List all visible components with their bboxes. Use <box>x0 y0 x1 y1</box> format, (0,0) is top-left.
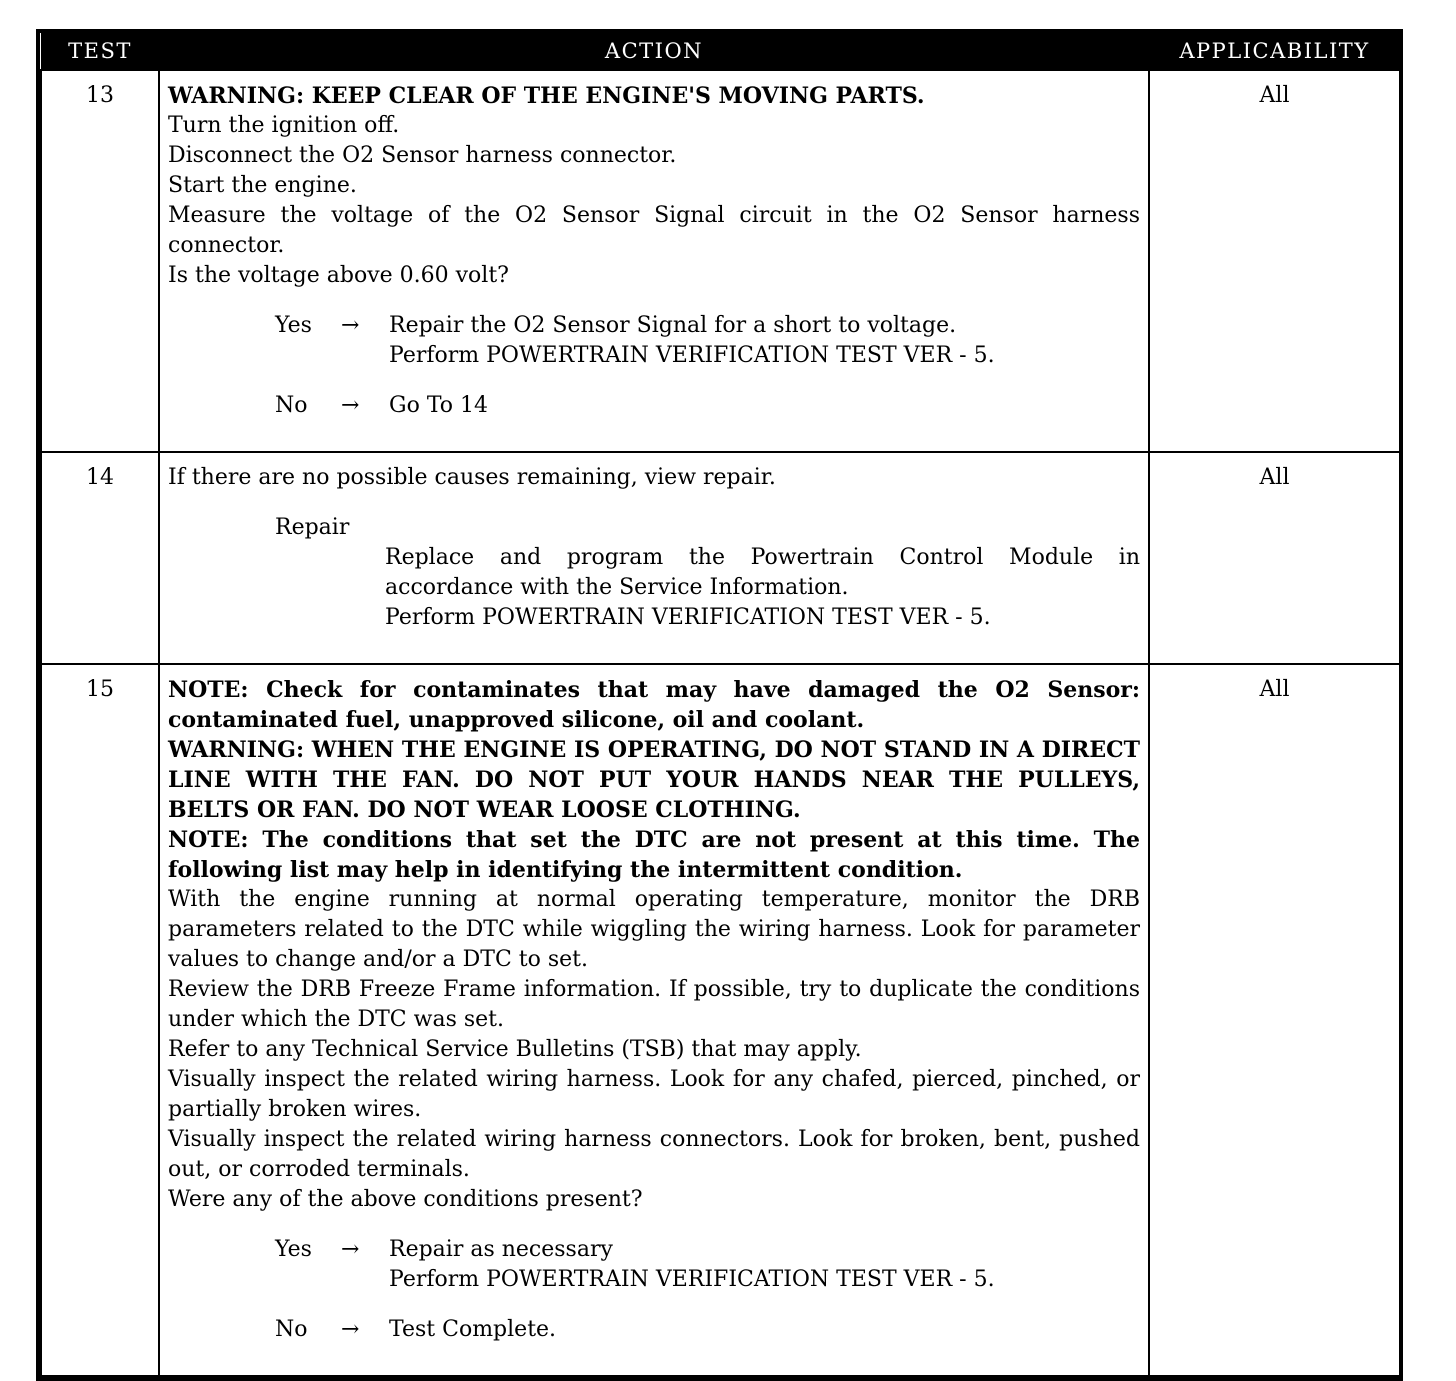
option-line: Go To 14 <box>389 393 489 418</box>
arrow-right-icon: → <box>341 313 360 338</box>
test-number: 15 <box>41 664 159 1376</box>
test-row-14 <box>41 452 1400 664</box>
applicability-value: All <box>1149 70 1400 452</box>
question-line: Were any of the above conditions present? <box>168 1187 643 1212</box>
action-cell <box>159 664 1149 1376</box>
arrow-right-icon: → <box>341 1317 360 1342</box>
action-line: If there are no possible causes remaining, view repair. <box>168 465 776 490</box>
option-no <box>168 391 1140 421</box>
option-line: Perform POWERTRAIN VERIFICATION TEST VER - 5. <box>389 343 995 368</box>
option-label: Yes <box>275 1237 312 1262</box>
option-line: Repair as necessary <box>389 1237 613 1262</box>
option-line: Perform POWERTRAIN VERIFICATION TEST VER - 5. <box>389 1267 995 1292</box>
action-line: Refer to any Technical Service Bulletins (TSB) that may apply. <box>168 1037 862 1062</box>
header-row <box>41 33 1400 70</box>
warning-text: WARNING: WHEN THE ENGINE IS OPERATING, DO NOT STAND IN A DIRECT LINE WITH THE FAN. DO NOT PUT YOUR HANDS NEAR THE PULLEYS, BELTS OR FAN. DO NOT WEAR LOOSE CLOTHING. <box>168 737 1140 823</box>
action-line: Turn the ignition off. <box>168 113 400 138</box>
option-line: Test Complete. <box>389 1317 557 1342</box>
action-line: Review the DRB Freeze Frame information. If possible, try to duplicate the conditions under which the DTC was set. <box>168 977 1140 1032</box>
note-text: NOTE: Check for contaminates that may have damaged the O2 Sensor: contaminated fuel, unapproved silicone, oil and coolant. <box>168 677 1140 733</box>
action-cell <box>159 70 1149 452</box>
repair-line: Perform POWERTRAIN VERIFICATION TEST VER - 5. <box>385 605 991 630</box>
option-no <box>168 1315 1140 1345</box>
applicability-value: All <box>1149 452 1400 664</box>
option-yes <box>168 1235 1140 1295</box>
test-number: 14 <box>41 452 159 664</box>
arrow-right-icon: → <box>341 1237 360 1262</box>
action-line: Visually inspect the related wiring harness. Look for any chafed, pierced, pinched, or partially broken wires. <box>168 1067 1140 1122</box>
action-line: Start the engine. <box>168 173 357 198</box>
test-row-15 <box>41 664 1400 1376</box>
option-label: No <box>275 393 308 418</box>
diagnostic-test-table <box>36 29 1403 1381</box>
option-yes <box>168 311 1140 371</box>
question-line: Is the voltage above 0.60 volt? <box>168 263 509 288</box>
applicability-value: All <box>1149 664 1400 1376</box>
option-label: Yes <box>275 313 312 338</box>
header-test: TEST <box>41 33 159 70</box>
option-label: No <box>275 1317 308 1342</box>
test-row-13 <box>41 70 1400 452</box>
action-line: Measure the voltage of the O2 Sensor Signal circuit in the O2 Sensor harness connector. <box>168 203 1140 258</box>
action-line: Visually inspect the related wiring harness connectors. Look for broken, bent, pushed out, or corroded terminals. <box>168 1127 1140 1182</box>
warning-text: WARNING: KEEP CLEAR OF THE ENGINE'S MOVING PARTS. <box>168 83 925 109</box>
repair-body <box>385 543 1140 633</box>
arrow-right-icon: → <box>341 393 360 418</box>
repair-label: Repair <box>275 515 350 540</box>
header-applicability: APPLICABILITY <box>1149 33 1400 70</box>
note-text: NOTE: The conditions that set the DTC are not present at this time. The following list may help in identifying the intermittent condition. <box>168 827 1140 883</box>
option-line: Repair the O2 Sensor Signal for a short to voltage. <box>389 313 957 338</box>
header-action: ACTION <box>159 33 1149 70</box>
test-number: 13 <box>41 70 159 452</box>
repair-line: Replace and program the Powertrain Control Module in accordance with the Service Information. <box>385 545 1140 600</box>
action-line: Disconnect the O2 Sensor harness connector. <box>168 143 677 168</box>
action-line: With the engine running at normal operating temperature, monitor the DRB parameters related to the DTC while wiggling the wiring harness. Look for parameter values to change and/or a DTC to set. <box>168 887 1140 972</box>
action-cell <box>159 452 1149 664</box>
